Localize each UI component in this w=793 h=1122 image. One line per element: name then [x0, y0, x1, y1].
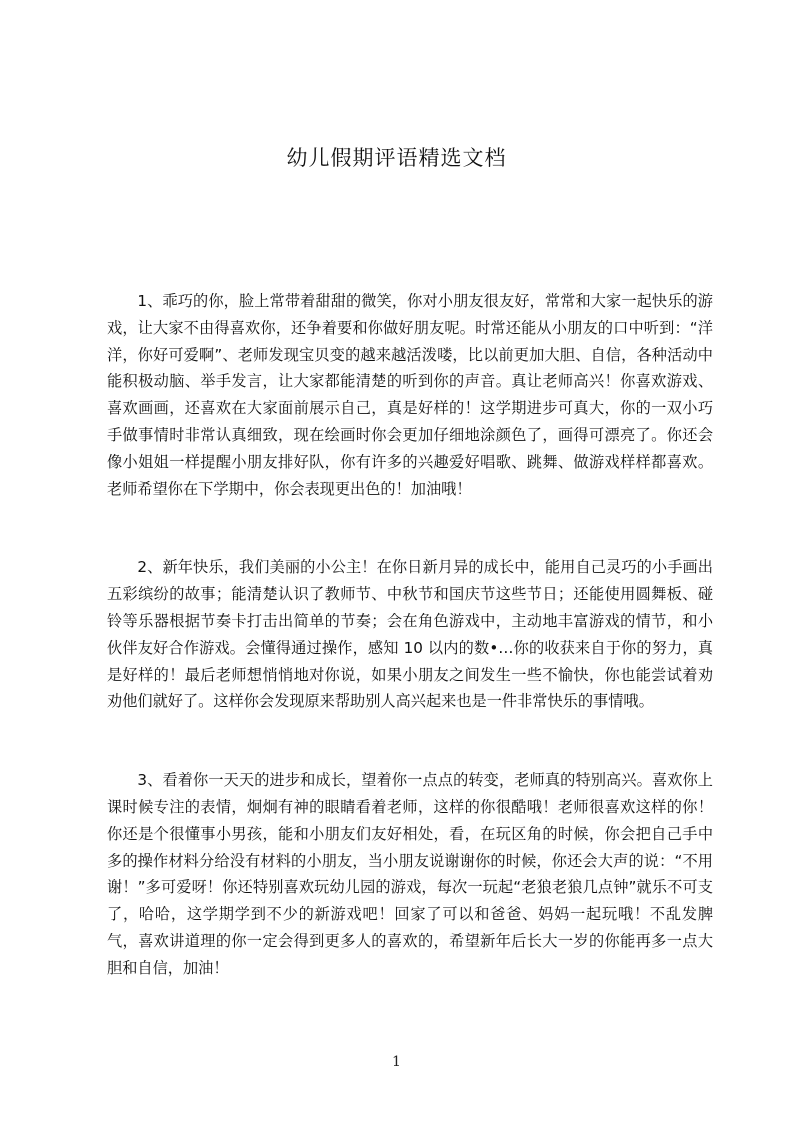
paragraph-1: 1、乖巧的你，脸上常带着甜甜的微笑，你对小朋友很友好，常常和大家一起快乐的游戏，让大家不由得喜欢你，还争着要和你做好朋友呢。时常还能从小朋友的口中听到：“洋洋，你好可爱啊”、老师发现宝贝变的越来越活泼喽，比以前更加大胆、自信，各种活动中能积极动脑、举手发言，让大家都能清楚的听到你的声音。真让老师高兴！你喜欢游戏、喜欢画画，还喜欢在大家面前展示自己，真是好样的！这学期进步可真大，你的一双小巧手做事情时非常认真细致，现在绘画时你会更加仔细地涂颜色了，画得可漂亮了。你还会像小姐姐一样提醒小朋友排好队，你有许多的兴趣爱好唱歌、跳舞、做游戏样样都喜欢。老师希望你在下学期中，你会表现更出色的！加油哦！	[107, 292, 713, 498]
page-number: 1	[392, 1054, 401, 1070]
document-body	[107, 288, 713, 1034]
paragraph-2: 2、新年快乐，我们美丽的小公主！在你日新月异的成长中，能用自己灵巧的小手画出五彩缤纷的故事；能清楚认识了教师节、中秋节和国庆节这些节日；还能使用圆舞板、碰铃等乐器根据节奏卡打击出简单的节奏；会在角色游戏中，主动地丰富游戏的情节，和小伙伴友好合作游戏。会懂得通过操作，感知 10 以内的数•…你的收获来自于你的努力，真是好样的！最后老师想悄悄地对你说，如果小朋友之间发生一些不愉快，你也能尝试着劝劝他们就好了。这样你会发现原来帮助别人高兴起来也是一件非常快乐的事情哦。	[107, 558, 713, 711]
paragraph-3: 3、看着你一天天的进步和成长，望着你一点点的转变，老师真的特别高兴。喜欢你上课时候专注的表情，炯炯有神的眼睛看着老师，这样的你很酷哦！老师很喜欢这样的你！你还是个很懂事小男孩，能和小朋友们友好相处，看，在玩区角的时候，你会把自己手中多的操作材料分给没有材料的小朋友，当小朋友说谢谢你的时候，你还会大声的说：“不用谢！”多可爱呀！你还特别喜欢玩幼儿园的游戏，每次一玩起“老狼老狼几点钟”就乐不可支了，哈哈，这学期学到不少的新游戏吧！回家了可以和爸爸、妈妈一起玩哦！不乱发脾气，喜欢讲道理的你一定会得到更多人的喜欢的，希望新年后长大一岁的你能再多一点大胆和自信，加油！	[107, 771, 713, 977]
document-title: 幼儿假期评语精选文档	[286, 146, 507, 170]
